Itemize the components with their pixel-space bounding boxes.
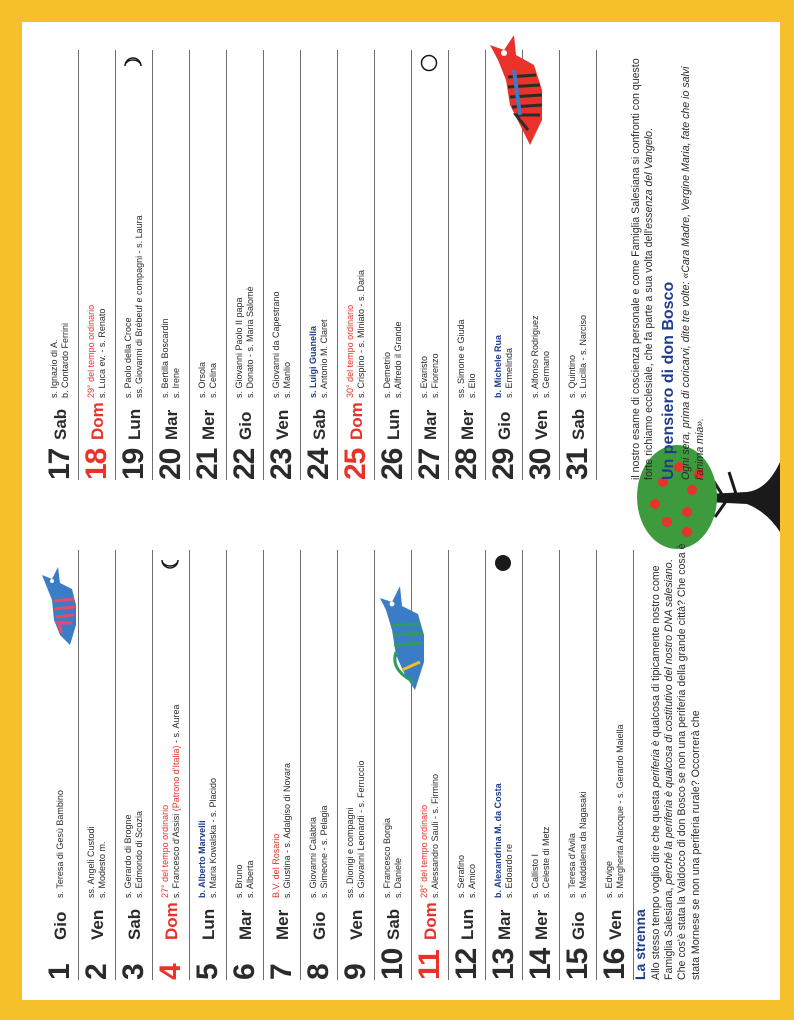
day-name: Ven [273,409,292,440]
saint-line: s. Germano [541,350,551,398]
day-row [116,50,153,480]
day-name: Gio [569,911,588,940]
saint-line: s. Bruno [234,864,244,898]
saint-line: ss. Dionigi e compagni [345,807,355,898]
saint-line: 30° del tempo ordinario [345,304,355,398]
day-name: Ven [88,909,107,940]
calendar-column-left [42,550,634,980]
saints-list [116,58,152,398]
day-number: 27 [413,448,446,480]
saint-line: ss. Giovanni di Brébeuf e compagni - s. Laura [134,215,144,398]
saint-line: s. Callisto I [530,853,540,898]
day-name: Mar [236,909,255,940]
saints-list [264,558,300,898]
day-number: 3 [117,964,150,980]
saint-line: s. Fiorenzo [430,353,440,398]
saints-list [301,58,337,398]
day-name: Mar [495,909,514,940]
day-number: 5 [191,964,224,980]
moon-full-icon [420,54,438,72]
day-row [153,50,190,480]
day-name: Ven [606,909,625,940]
saint-line: b. Alexandrina M. da Costa [493,783,503,898]
strenna-section [632,540,703,980]
day-number: 13 [487,948,520,980]
bird-illustration-left-bottom [380,580,430,690]
saint-line: s. Alessandro Sauli - s. Firmino [430,773,440,898]
day-name: Gio [236,411,255,440]
saint-line: s. Giovanni da Capestrano [271,291,281,398]
day-name: Mar [421,409,440,440]
day-name: Dom [347,402,366,440]
saint-line: b. Contardo Ferrini [60,322,70,398]
saints-list [449,558,485,898]
saints-list [338,58,374,398]
day-row [79,550,116,980]
day-name: Mar [162,409,181,440]
saints-list [412,58,448,398]
saint-line: s. Manlio [282,361,292,398]
day-row [190,50,227,480]
day-row [560,550,597,980]
day-row [560,50,597,480]
saint-line: s. Edmondo di Scozia [134,810,144,898]
saint-line: s. Modesto m. [97,841,107,898]
day-name: Sab [51,408,70,440]
day-row [264,50,301,480]
day-row [264,550,301,980]
saint-line: s. Giustina - s. Adalgiso di Novara [282,762,292,898]
saint-line: s. Elio [467,373,477,398]
strenna-continuation-text: il nostro esame di coscienza personale e come Famiglia Salesiana si confronti con questo forte richiamo ecclesiale, che fa parte a sua volta dell'essenza del Vangelo. [630,58,656,480]
day-row [301,550,338,980]
saints-list [153,58,189,398]
saints-list [597,558,633,898]
day-name: Sab [569,408,588,440]
day-row [486,550,523,980]
day-number: 11 [413,950,446,980]
day-number: 6 [228,964,261,980]
day-name: Gio [51,911,70,940]
day-number: 29 [487,448,520,480]
saint-line: s. Celeste di Metz [541,826,551,898]
saint-line: s. Amico [467,863,477,898]
moon-new-icon [494,554,512,572]
day-row [449,50,486,480]
day-row [227,50,264,480]
calendar-sheet [22,22,780,1000]
day-number: 7 [265,964,298,980]
saint-line: s. Orsola [197,361,207,398]
strenna-continuation-section [630,40,707,480]
saint-line: s. Alberta [245,860,255,898]
day-number: 22 [228,448,261,480]
day-number: 19 [117,448,150,480]
saints-list [42,58,78,398]
saints-list [523,558,559,898]
day-row [116,550,153,980]
saint-line-part: (Patrono d'Italia) [171,745,181,812]
saint-line: s. Teresa di Gesù Bambino [54,790,65,898]
day-number: 9 [339,964,372,980]
day-number: 12 [450,948,483,980]
saint-line: s. Alfonso Rodriguez [530,315,540,398]
day-row [79,50,116,480]
saints-list [486,558,522,898]
bird-illustration-right [490,35,550,145]
strenna-text: Allo stesso tempo voglio dire che questa periferia è qualcosa di tipicamente nostro come Famiglia Salesiana, perché la periferia è qualcosa di costitutivo del nostro DNA salesiano. Che cos'è stata la Valdocco di don Bosco se non una periferia della grande città? Che cosa è stata Mornese se non una periferia rurale? Occorrerà che [650,543,702,980]
saints-list [190,58,226,398]
saint-line-part: - s. Aurea [171,704,181,746]
saint-line: s. Lucilla - s. Narciso [578,314,588,398]
day-name: Sab [384,908,403,940]
day-number: 30 [524,448,557,480]
day-name: Sab [125,908,144,940]
day-number: 15 [561,948,594,980]
day-number: 1 [43,964,76,980]
day-row [338,550,375,980]
day-name: Gio [495,411,514,440]
day-number: 25 [339,448,372,480]
saint-line: s. Gerardo di Brogne [123,814,133,898]
saints-list [116,558,152,898]
day-name: Ven [347,909,366,940]
saint-line: s. Margherita Alacoque - s. Gerardo Maiella [615,724,625,898]
saints-list [449,58,485,398]
day-name: Lun [458,908,477,940]
day-number: 23 [265,448,298,480]
day-number: 10 [376,948,409,980]
day-row [412,50,449,480]
day-name: Mer [532,909,551,940]
day-number: 16 [598,948,631,980]
day-name: Mer [199,409,218,440]
day-name: Ven [532,409,551,440]
saints-list [560,558,596,898]
saint-line: s. Serafino [456,854,466,898]
saint-line: s. Demetrio [382,351,392,398]
day-row [153,550,190,980]
day-row [190,550,227,980]
saint-line: s. Luigi Guanella [308,325,318,398]
day-name: Lun [199,908,218,940]
day-name: Mer [273,909,292,940]
saint-line: s. Ignazio di A. [49,339,59,398]
day-name: Dom [421,902,440,940]
saint-line: ss. Simone e Giuda [456,319,466,398]
pensiero-title: Un pensiero di don Bosco [660,281,678,480]
day-row [42,50,79,480]
rotated-page [22,22,780,1000]
day-number: 2 [80,964,113,980]
saints-list [227,558,263,898]
saint-line: b. Michele Rua [493,334,503,398]
day-row [375,50,412,480]
saint-line: s. Maria Kowalska - s. Placido [208,777,218,898]
day-name: Dom [162,902,181,940]
moon-first-quarter-icon [124,54,142,72]
day-number: 14 [524,948,557,980]
saints-list [338,558,374,898]
saint-line: 29° del tempo ordinario [86,304,96,398]
day-number: 24 [302,448,335,480]
saint-line: 28° del tempo ordinario [419,804,429,898]
day-row [449,550,486,980]
saint-line [171,558,182,898]
saints-list [375,58,411,398]
saint-line: s. Giovanni Leonardi - s. Ferruccio [356,760,366,898]
pensiero-text: Ogni sera, prima di coricarvi, dite tre volte: «Cara Madre, Vergine Maria, fate che io salvi l'anima mia». [680,66,706,480]
day-name: Dom [88,402,107,440]
day-number: 18 [80,448,113,480]
saint-line: b. Alberto Marvelli [197,820,207,898]
day-name: Sab [310,408,329,440]
saint-line: s. Edvige [604,860,614,898]
day-row [523,550,560,980]
saint-line: s. Crispino - s. Miniato - s. Daria [356,269,366,398]
strenna-title: La strenna [632,909,648,980]
saints-list [79,558,115,898]
saint-line: 27° del tempo ordinario [160,804,170,898]
day-number: 4 [154,964,187,980]
saint-line: s. Giovanni Paolo II papa [234,297,244,398]
day-number: 28 [450,448,483,480]
saint-line: s. Daniele [393,857,403,898]
saint-line: ss. Angeli Custodi [86,826,96,898]
saints-list [190,558,226,898]
day-row [227,550,264,980]
saint-line: s. Antonio M. Claret [319,319,329,398]
day-name: Lun [384,408,403,440]
saint-line: s. Francesco Borgia [382,817,392,898]
saint-line: s. Irene [171,367,181,398]
saints-list [301,558,337,898]
day-number: 20 [154,448,187,480]
day-number: 31 [561,448,594,480]
saint-line: s. Ermelinda [504,347,514,398]
saint-line: s. Celina [208,362,218,398]
bird-illustration-left-top [42,565,82,645]
day-number: 8 [302,964,335,980]
day-name: Mer [458,409,477,440]
saints-list [153,558,189,898]
day-row [597,550,634,980]
saints-list [79,58,115,398]
saint-line: s. Teresa d'Avila [567,833,577,898]
saint-line: s. Maddalena da Nagasaki [578,791,588,898]
saint-line: s. Quintino [567,354,577,398]
day-name: Gio [310,911,329,940]
saint-line-part: s. Francesco d'Assisi [171,811,181,898]
day-row [301,50,338,480]
saint-line: s. Paolo della Croce [123,317,133,398]
day-name: Lun [125,408,144,440]
saint-line: s. Simeone - s. Pelagia [319,805,329,898]
saint-line: s. Alfredo il Grande [393,321,403,398]
day-number: 26 [376,448,409,480]
moon-last-quarter-icon [161,554,179,572]
day-number: 21 [191,448,224,480]
saint-line: B.V. del Rosario [271,833,281,898]
saints-list [264,58,300,398]
saint-line: s. Bertilla Boscardin [160,318,170,398]
saint-line: s. Giovanni Calabria [308,816,318,898]
saints-list [227,58,263,398]
day-number: 17 [43,448,76,480]
saint-line: s. Donato - s. Maria Salomè [245,286,255,398]
saint-line: s. Edoardo re [504,843,514,898]
day-row [338,50,375,480]
saint-line: s. Luca ev. - s. Renato [97,308,107,398]
saint-line: s. Evaristo [419,355,429,398]
saints-list [560,58,596,398]
